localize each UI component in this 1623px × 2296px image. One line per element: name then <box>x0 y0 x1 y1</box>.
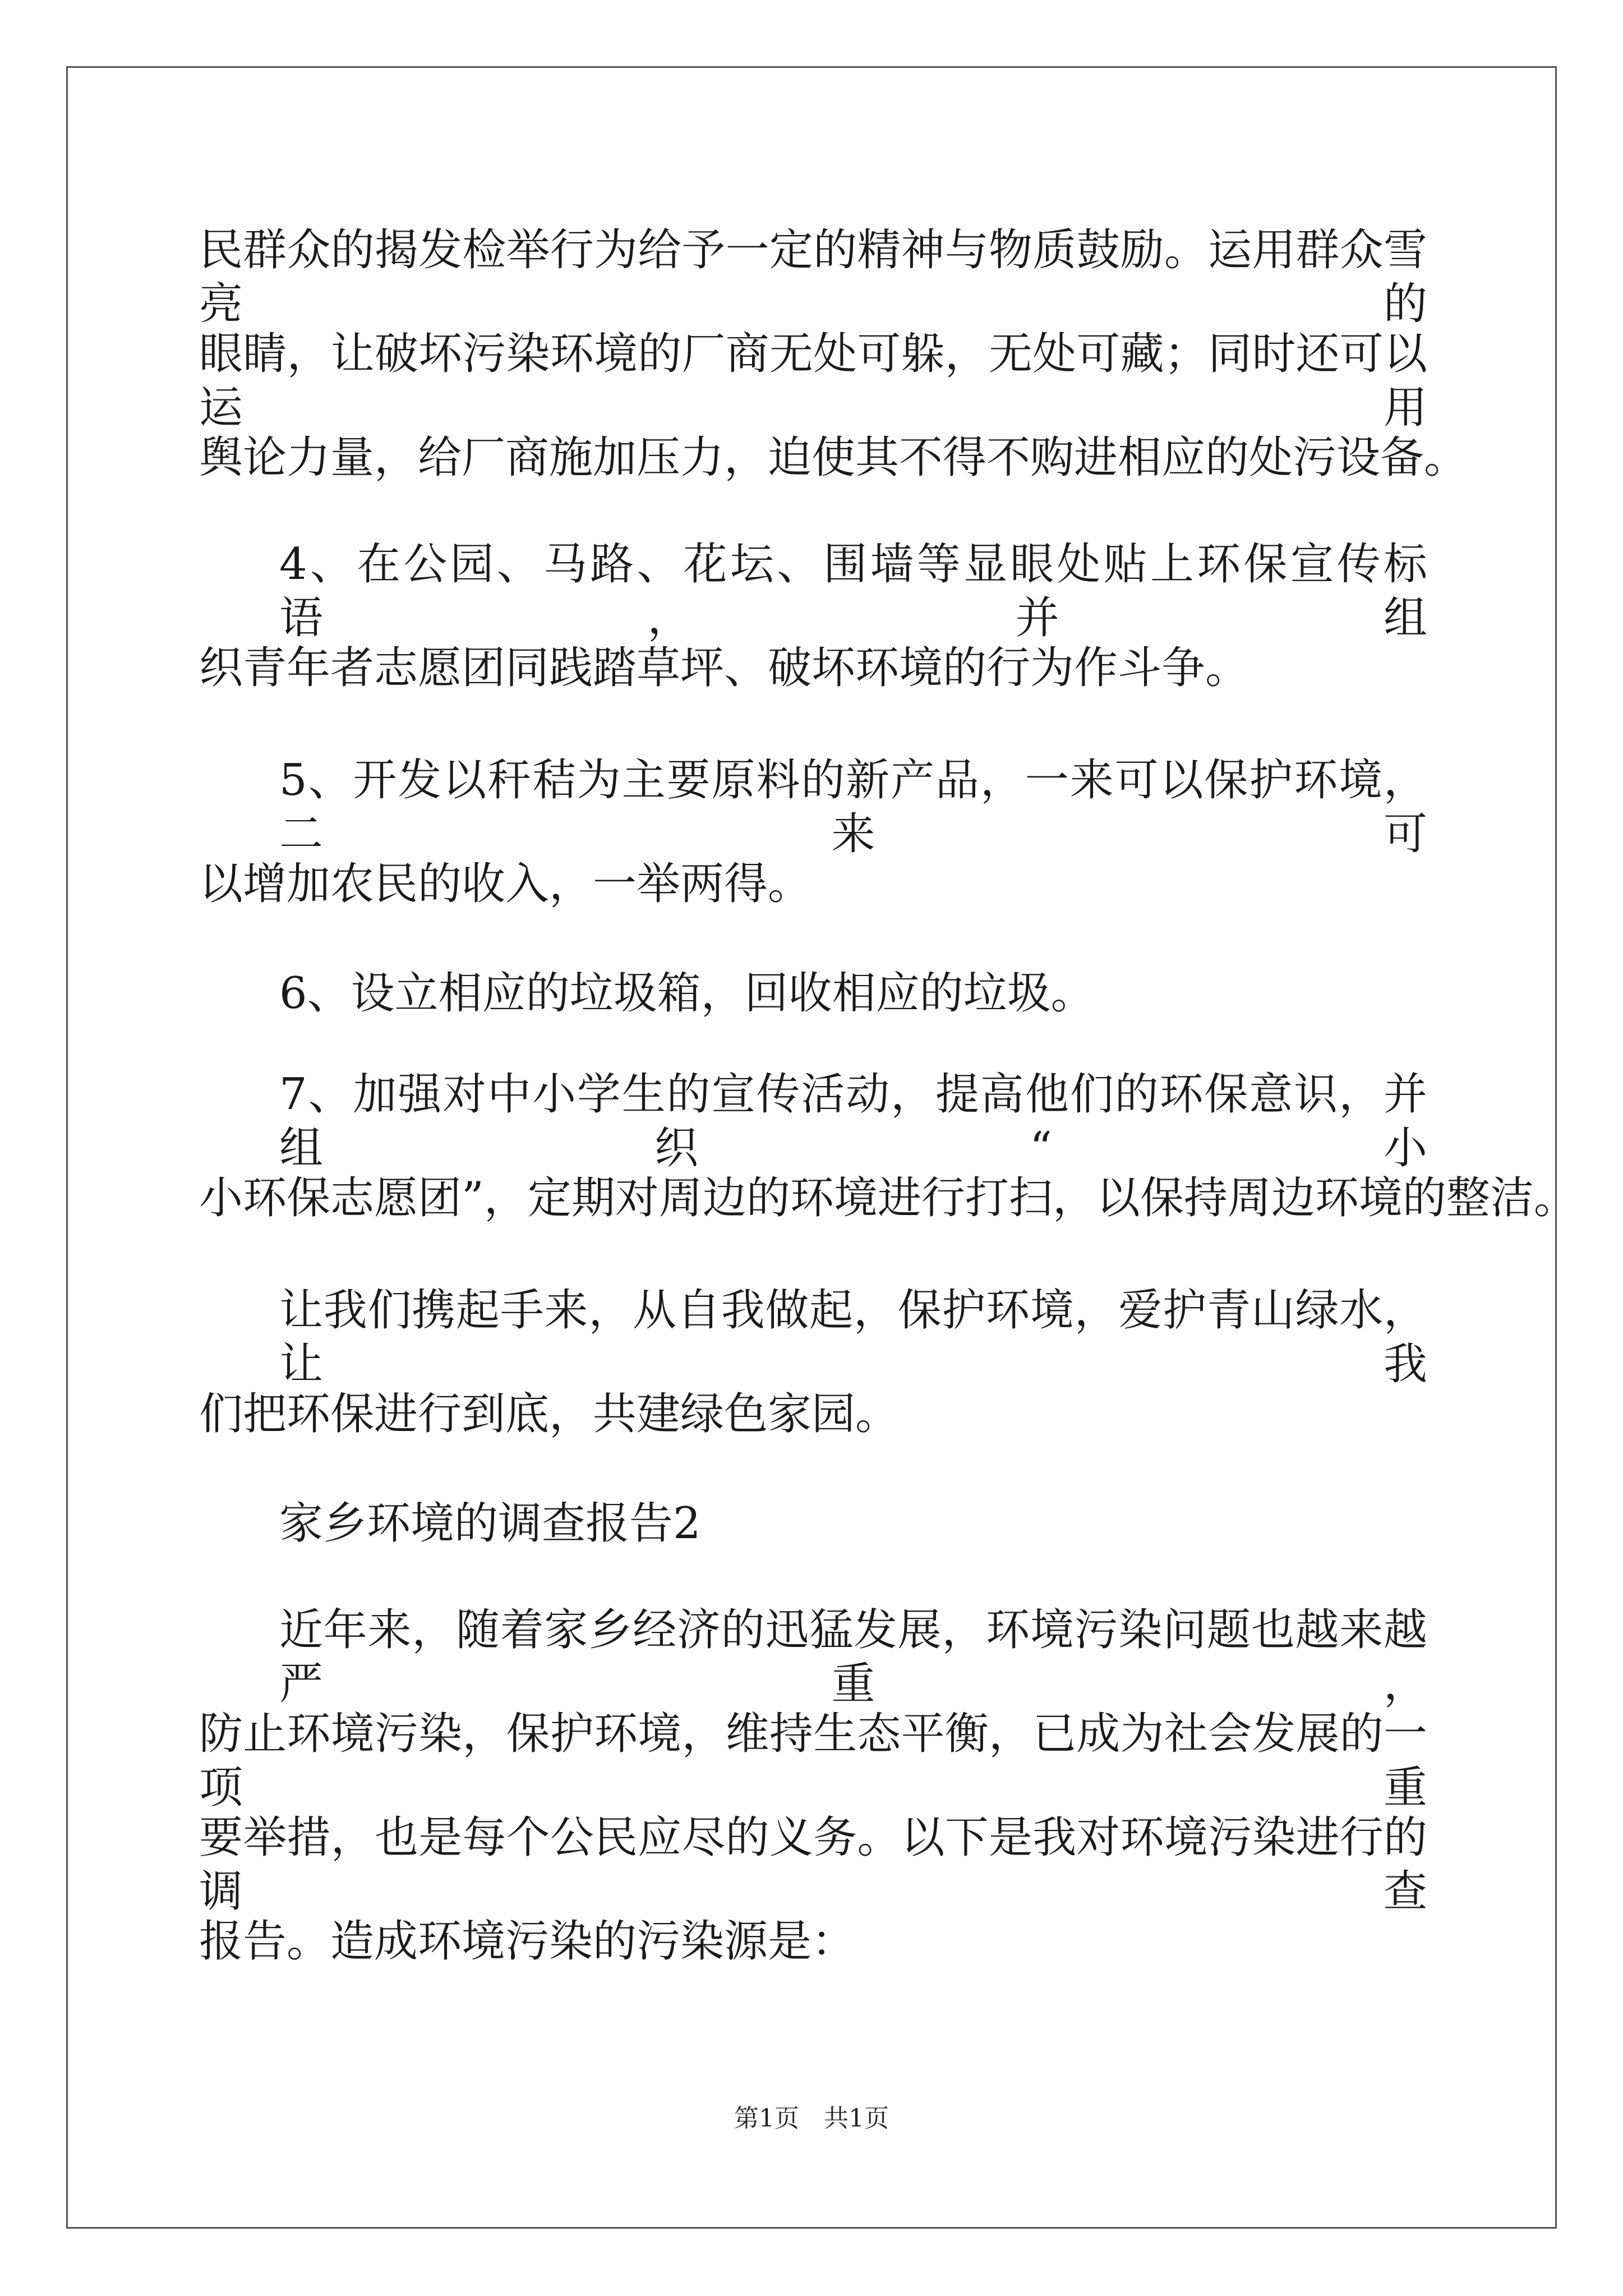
text-line: 小环保志愿团”，定期对周边的环境进行打扫，以保持周边环境的整洁。 <box>199 1173 1578 1223</box>
text-line: 要举措，也是每个公民应尽的义务。以下是我对环境污染进行的调查 <box>199 1812 1427 1917</box>
text-line: 让我们携起手来，从自我做起，保护环境，爱护青山绿水，让我 <box>279 1285 1427 1389</box>
text-line: 们把环保进行到底，共建绿色家园。 <box>199 1389 900 1439</box>
text-line: 舆论力量，给厂商施加压力，迫使其不得不购进相应的处污设备。 <box>199 432 1468 483</box>
text-line: 6、设立相应的垃圾箱，回收相应的垃圾。 <box>279 968 1095 1019</box>
text-line: 报告。造成环境污染的污染源是： <box>199 1916 856 1967</box>
text-line: 眼睛，让破坏污染环境的厂商无处可躲，无处可藏；同时还可以运用 <box>199 329 1427 433</box>
text-line: 5、开发以秆秸为主要原料的新产品，一来可以保护环境，二来可 <box>279 755 1427 859</box>
text-line: 4、在公园、马路、花坛、围墙等显眼处贴上环保宣传标语，并组 <box>279 539 1427 643</box>
text-line: 防止环境污染，保护环境，维持生态平衡，已成为社会发展的一项重 <box>199 1709 1427 1813</box>
text-line: 7、加强对中小学生的宣传活动，提高他们的环保意识，并组织“小 <box>279 1069 1427 1174</box>
text-line: 近年来，随着家乡经济的迅猛发展，环境污染问题也越来越严重， <box>279 1605 1427 1709</box>
text-line: 织青年者志愿团同践踏草坪、破坏环境的行为作斗争。 <box>199 643 1249 693</box>
page-footer: 第1页 共1页 <box>734 2104 889 2133</box>
text-line: 民群众的揭发检举行为给予一定的精神与物质鼓励。运用群众雪亮的 <box>199 225 1427 329</box>
text-line: 以增加农民的收入，一举两得。 <box>199 859 812 909</box>
section-heading: 家乡环境的调查报告2 <box>279 1498 701 1549</box>
